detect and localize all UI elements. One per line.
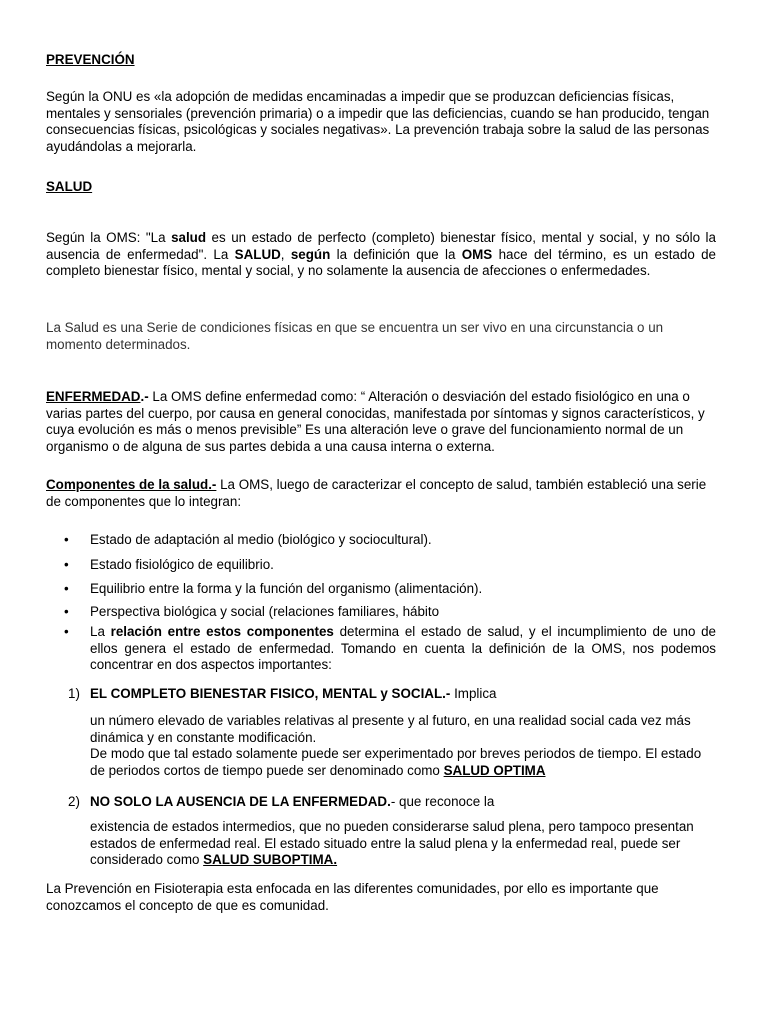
salud-serie-paragraph: La Salud es una Serie de condiciones físicas en que se encuentra un ser vivo en una circunstancia o un momento determinados. [46,320,664,352]
componentes-paragraph: Componentes de la salud.- La OMS, luego de caracterizar el concepto de salud, también estableció una serie de componentes que lo integran: [46,477,707,509]
aspecto-1-body [90,713,715,779]
aspecto-1-body-text-2: De modo que tal estado solamente puede ser experimentado por breves periodos de tiempo. El estado de periodos cortos de tiempo puede ser denominado como SALUD OPTIMA [90,746,702,778]
componentes-list [46,532,716,674]
aspecto-1-body-text: un número elevado de variables relativas al presente y al futuro, en una realidad social cada vez más dinámica y en constante modificación. [90,713,691,745]
list-item: • La relación entre estos componentes determina el estado de salud, y el incumplimiento de uno de ellos genera el estado de enfermedad. Tomando en cuenta la definición de la OMS, nos podemos concentrar en dos aspectos importantes: [46,624,716,674]
list-item: • Estado de adaptación al medio (biológico y sociocultural). [46,532,716,549]
aspecto-2-heading: NO SOLO LA AUSENCIA DE LA ENFERMEDAD.- que reconoce la [90,794,495,809]
aspecto-2-number: 2) [68,794,80,809]
enfermedad-paragraph: ENFERMEDAD.- La OMS define enfermedad como: “ Alteración o desviación del estado fisiológico en una o varias partes del cuerpo, por causa en general conocidas, manifestada por síntomas y signos característicos, y cuya evolución es más o menos previsible” Es una alteración leve o grave del funcionamiento normal de un organismo o de alguna de sus partes debida a una causa interna o externa. [46,389,705,454]
list-item: • Equilibrio entre la forma y la función del organismo (alimentación). [46,581,716,598]
prevencion-paragraph: Según la ONU es «la adopción de medidas encaminadas a impedir que se produzcan deficiencias físicas, mentales y sensoriales (prevención primaria) o a impedir que las deficiencias, cuando se han producido, tengan consecuencias físicas, psicológicas y sociales negativas». La prevención trabaja sobre la salud de las personas ayudándolas a mejorarla. [46,89,710,154]
list-item: • Estado fisiológico de equilibrio. [46,557,716,574]
prevencion-title: PREVENCIÓN [46,52,135,67]
salud-title: SALUD [46,179,93,194]
list-item: • Perspectiva biológica y social (relaciones familiares, hábito [46,604,716,621]
salud-definition-paragraph: Según la OMS: "La salud es un estado de perfecto (completo) bienestar físico, mental y social, y no sólo la ausencia de enfermedad". La SALUD, según la definición que la OMS hace del término, es un estado de completo bienestar físico, mental y social, y no solamente la ausencia de afecciones o enfermedades. [46,230,716,278]
closing-paragraph: La Prevención en Fisioterapia esta enfocada en las diferentes comunidades, por ello es importante que conozcamos el concepto de que es comunidad. [46,881,659,913]
aspecto-1-heading: EL COMPLETO BIENESTAR FISICO, MENTAL y SOCIAL.- Implica [90,686,497,701]
aspecto-2-body: existencia de estados intermedios, que no pueden considerarse salud plena, pero tampoco presentan estados de enfermedad real. El estado situado entre la salud plena y la enfermedad real, puede ser considerado como SALUD SUBOPTIMA. [90,819,694,867]
aspecto-1-number: 1) [68,686,80,701]
